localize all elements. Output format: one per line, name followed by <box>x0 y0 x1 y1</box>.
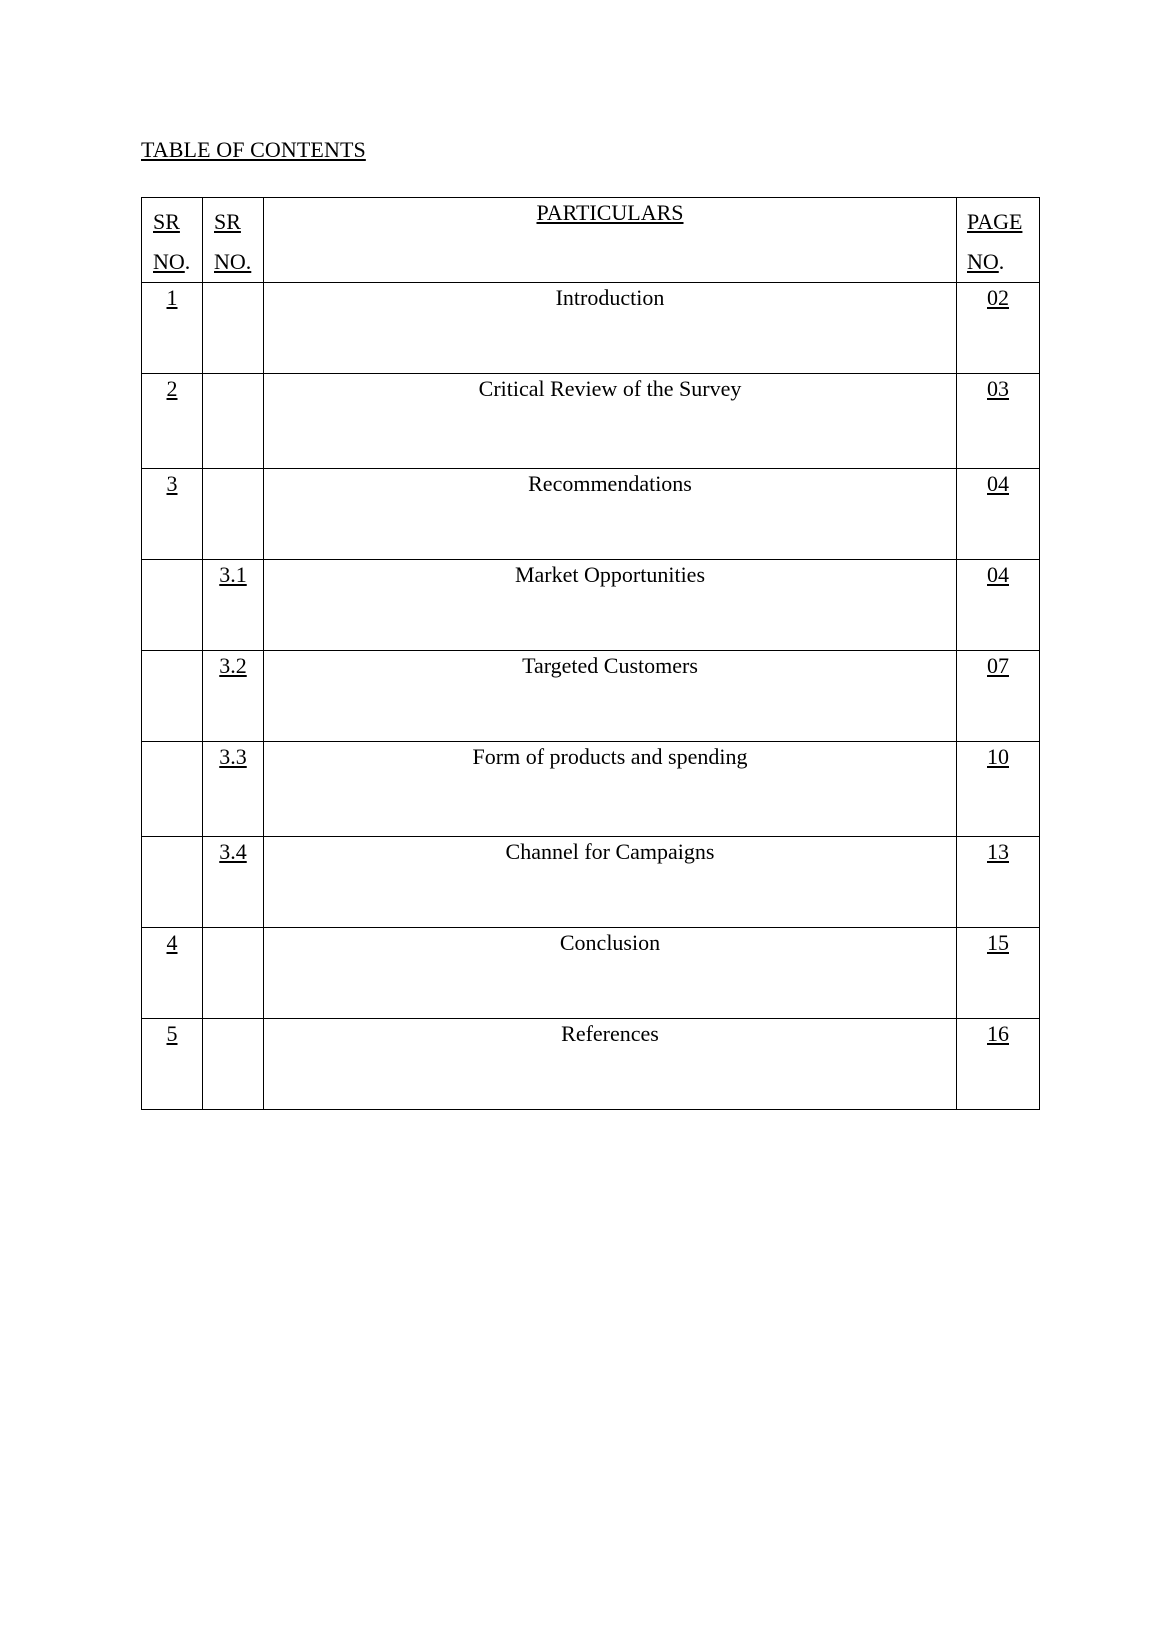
toc-page-cell <box>957 1019 1040 1110</box>
toc-row <box>142 928 1040 1019</box>
toc-row <box>142 374 1040 469</box>
toc-sub-cell <box>203 283 264 374</box>
toc-sr-cell <box>142 560 203 651</box>
toc-page-number[interactable]: 07 <box>987 653 1009 678</box>
toc-sr-cell <box>142 283 203 374</box>
toc-sub-cell <box>203 560 264 651</box>
toc-sub-number[interactable]: 3.4 <box>219 839 247 864</box>
toc-sr-cell <box>142 651 203 742</box>
toc-page-number[interactable]: 10 <box>987 744 1009 769</box>
toc-page-cell <box>957 374 1040 469</box>
toc-sr-cell <box>142 374 203 469</box>
toc-row <box>142 837 1040 928</box>
page-title: TABLE OF CONTENTS <box>141 137 366 162</box>
toc-particular: Conclusion <box>264 928 957 1019</box>
toc-sr-cell <box>142 837 203 928</box>
toc-sub-cell <box>203 1019 264 1110</box>
toc-sub-cell <box>203 928 264 1019</box>
toc-sub-cell <box>203 469 264 560</box>
header-particulars-label: PARTICULARS <box>536 200 684 225</box>
header-page-no-dot: . <box>998 249 1005 274</box>
toc-sr-number[interactable]: 3 <box>166 471 178 496</box>
toc-particular: Targeted Customers <box>264 651 957 742</box>
toc-row <box>142 651 1040 742</box>
header-page-no-line2: NO <box>967 249 999 274</box>
header-sr-no-line2: NO <box>153 249 185 274</box>
toc-sub-number[interactable]: 3.2 <box>219 653 247 678</box>
toc-particular: Form of products and spending <box>264 742 957 837</box>
toc-page-cell <box>957 742 1040 837</box>
toc-sr-cell <box>142 1019 203 1110</box>
toc-table <box>141 197 1040 1110</box>
toc-sr-number[interactable]: 1 <box>166 285 178 310</box>
toc-page-cell <box>957 283 1040 374</box>
toc-particular: Introduction <box>264 283 957 374</box>
toc-row <box>142 469 1040 560</box>
toc-row <box>142 560 1040 651</box>
toc-sub-cell <box>203 742 264 837</box>
toc-page-number[interactable]: 16 <box>987 1021 1009 1046</box>
toc-header-row <box>142 198 1040 283</box>
toc-page-number[interactable]: 04 <box>987 471 1009 496</box>
toc-sr-cell <box>142 469 203 560</box>
header-sub-sr-no-line2: NO. <box>214 249 252 274</box>
toc-sub-cell <box>203 374 264 469</box>
toc-page-cell <box>957 837 1040 928</box>
toc-page-cell <box>957 560 1040 651</box>
toc-row <box>142 283 1040 374</box>
toc-sr-cell <box>142 928 203 1019</box>
toc-sub-cell <box>203 651 264 742</box>
toc-sr-number[interactable]: 2 <box>166 376 178 401</box>
toc-page-cell <box>957 469 1040 560</box>
toc-row <box>142 1019 1040 1110</box>
toc-particular: Channel for Campaigns <box>264 837 957 928</box>
toc-sub-number[interactable]: 3.3 <box>219 744 247 769</box>
header-particulars <box>264 198 957 283</box>
toc-sr-number[interactable]: 5 <box>166 1021 178 1046</box>
header-sub-sr-no <box>203 198 264 283</box>
toc-sub-number[interactable]: 3.1 <box>219 562 247 587</box>
toc-particular: Recommendations <box>264 469 957 560</box>
toc-particular: Market Opportunities <box>264 560 957 651</box>
header-sr-no-dot: . <box>184 249 191 274</box>
header-sr-no <box>142 198 203 283</box>
toc-page-number[interactable]: 13 <box>987 839 1009 864</box>
toc-particular: Critical Review of the Survey <box>264 374 957 469</box>
toc-sub-cell <box>203 837 264 928</box>
toc-particular: References <box>264 1019 957 1110</box>
toc-row <box>142 742 1040 837</box>
toc-page-number[interactable]: 02 <box>987 285 1009 310</box>
toc-page-number[interactable]: 15 <box>987 930 1009 955</box>
toc-page-number[interactable]: 04 <box>987 562 1009 587</box>
header-sub-sr-no-line1: SR <box>214 209 241 234</box>
toc-sr-cell <box>142 742 203 837</box>
toc-page-cell <box>957 651 1040 742</box>
header-page-no-line1: PAGE <box>967 209 1023 234</box>
header-page-no <box>957 198 1040 283</box>
toc-sr-number[interactable]: 4 <box>166 930 178 955</box>
header-sr-no-line1: SR <box>153 209 180 234</box>
toc-page-number[interactable]: 03 <box>987 376 1009 401</box>
toc-page-cell <box>957 928 1040 1019</box>
